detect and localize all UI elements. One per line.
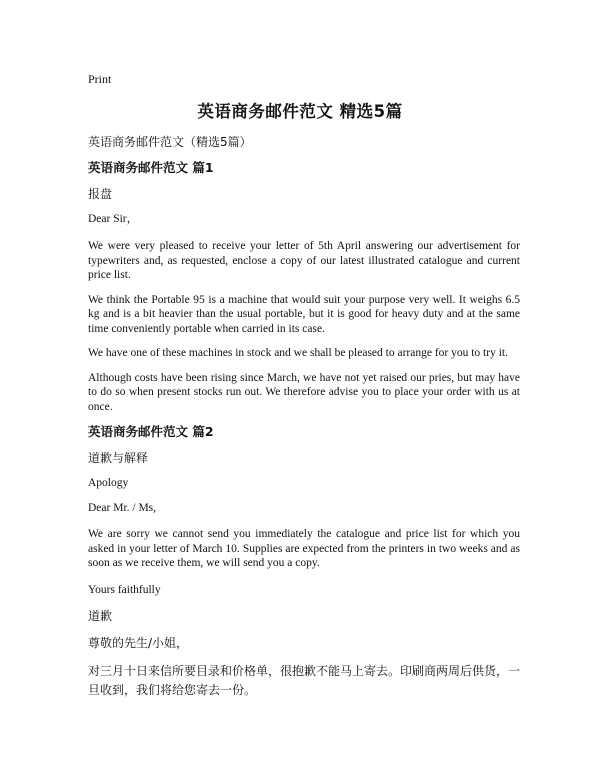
section1-heading: 英语商务邮件范文 篇1	[88, 160, 214, 175]
page-title: 英语商务邮件范文 精选5篇	[197, 102, 403, 121]
section2-cn-subject: 道歉	[88, 608, 113, 623]
section1-subject: 报盘	[88, 187, 113, 201]
section2-greeting: Dear Mr. / Ms,	[88, 502, 157, 514]
section2-subject-cn: 道歉与解释	[88, 451, 149, 465]
section1-paragraph-1: We were very pleased to receive your letter of 5th April answering our advertisement for typewriters and, as requested, enclose a copy of our latest illustrated catalogue and current price list.	[88, 240, 520, 281]
print-label[interactable]: Print	[88, 72, 112, 86]
section1-paragraph-4: Although costs have been rising since March, we have not yet raised our pries, but may have to do so when present stocks run out. We therefore advise you to place your order with us at once.	[88, 371, 520, 413]
document-subtitle: 英语商务邮件范文（精选5篇）	[88, 135, 252, 149]
document-body	[88, 130, 521, 700]
section1-greeting: Dear Sir，	[88, 213, 139, 225]
section2-subject-en: Apology	[88, 477, 129, 489]
section1-paragraph-3: We have one of these machines in stock and we shall be pleased to arrange for you to try it.	[88, 347, 508, 359]
section2-heading: 英语商务邮件范文 篇2	[88, 424, 214, 439]
section2-closing: Yours faithfully	[88, 583, 161, 596]
section2-paragraph: We are sorry we cannot send you immediately the catalogue and price list for which you asked in your letter of March 10. Supplies are expected from the printers in two weeks and as soon as we receive them, we will send you a copy.	[88, 528, 520, 569]
section2-cn-paragraph: 对三月十日来信所要目录和价格单，很抱歉不能马上寄去。印刷商两周后供货，一旦收到，我们将给您寄去一份。	[88, 663, 521, 697]
section2-cn-greeting: 尊敬的先生/小姐，	[88, 635, 189, 650]
section1-paragraph-2: We think the Portable 95 is a machine that would suit your purpose very well. It weighs 6.5 kg and is a bit heavier than the usual portable, but it is good for heavy duty and at the same time conveniently portable when carried in its case.	[88, 293, 520, 335]
